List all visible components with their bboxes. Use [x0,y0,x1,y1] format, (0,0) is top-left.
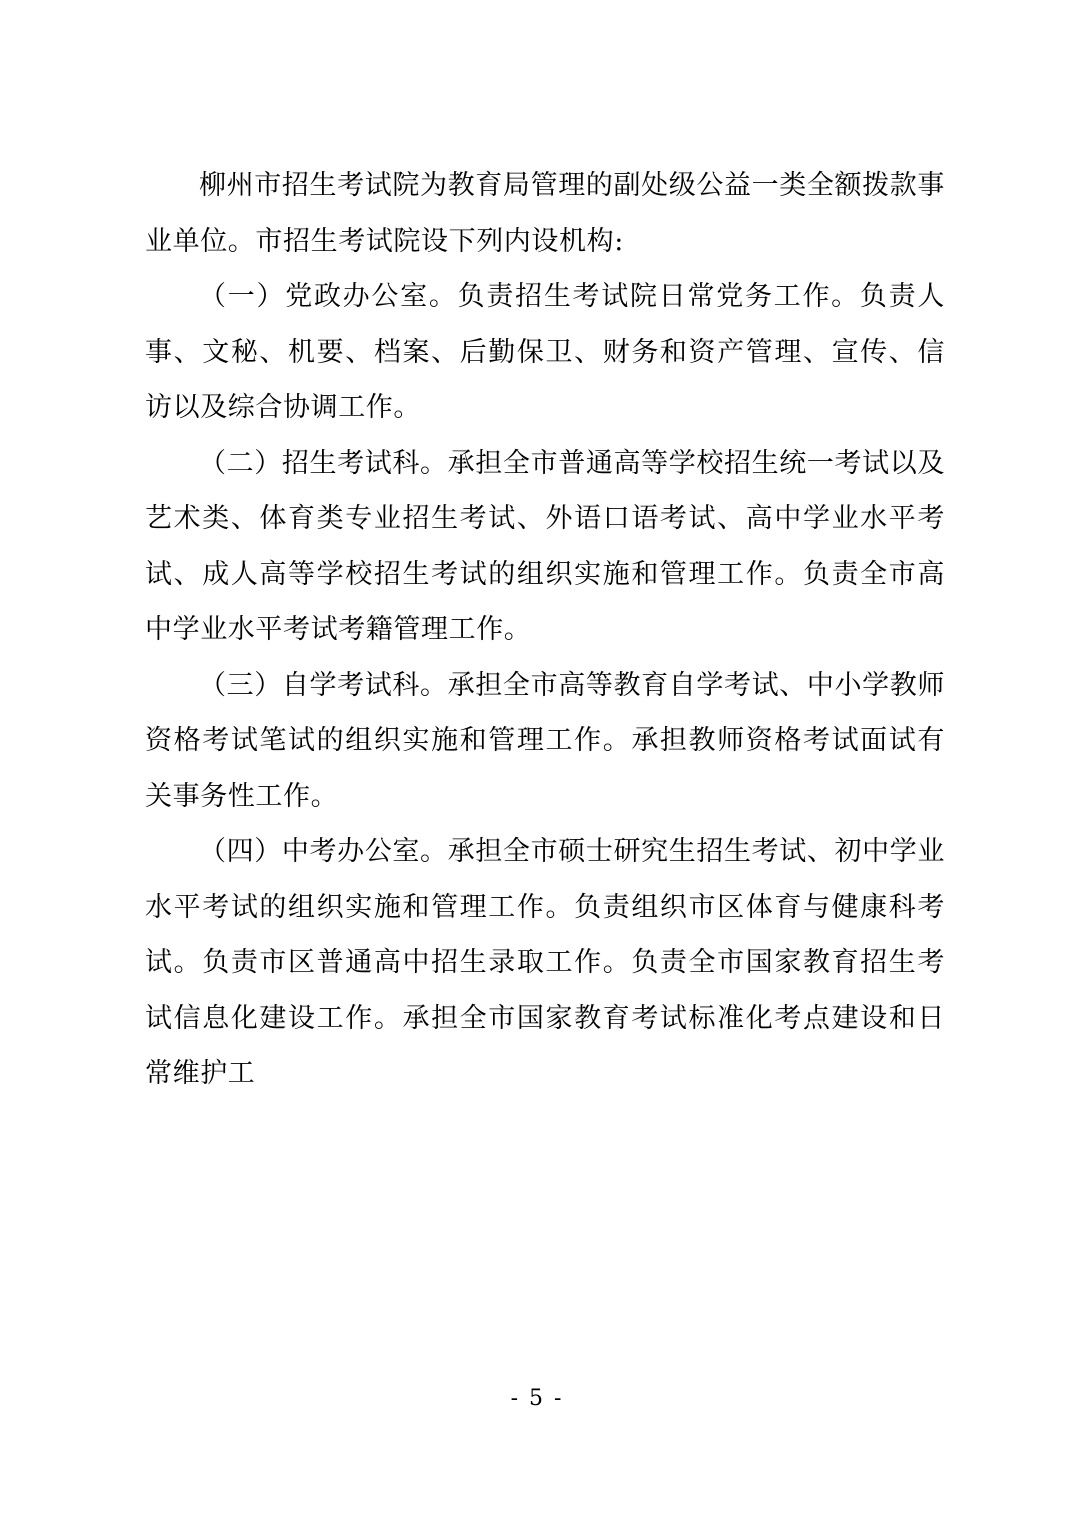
document-body [145,158,945,1102]
page-number: - 5 - [510,1386,564,1411]
paragraph-party-office: （一）党政办公室。负责招生考试院日常党务工作。负责人事、文秘、机要、档案、后勤保卫、财务和资产管理、宣传、信访以及综合协调工作。 [145,281,945,423]
paragraph-zhongkao-office: （四）中考办公室。承担全市硕士研究生招生考试、初中学业水平考试的组织实施和管理工作。负责组织市区体育与健康科考试。负责市区普通高中招生录取工作。负责全市国家教育招生考试信息化建设工作。承担全市国家教育考试标准化考点建设和日常维护工 [145,836,945,1089]
paragraph-admissions-exam-section: （二）招生考试科。承担全市普通高等学校招生统一考试以及艺术类、体育类专业招生考试、外语口语考试、高中学业水平考试、成人高等学校招生考试的组织实施和管理工作。负责全市高中学业水平考试考籍管理工作。 [145,447,945,645]
paragraph-intro: 柳州市招生考试院为教育局管理的副处级公益一类全额拨款事业单位。市招生考试院设下列内设机构: [145,170,945,257]
paragraph-self-study-exam-section: （三）自学考试科。承担全市高等教育自学考试、中小学教师资格考试笔试的组织实施和管理工作。承担教师资格考试面试有关事务性工作。 [145,669,945,812]
